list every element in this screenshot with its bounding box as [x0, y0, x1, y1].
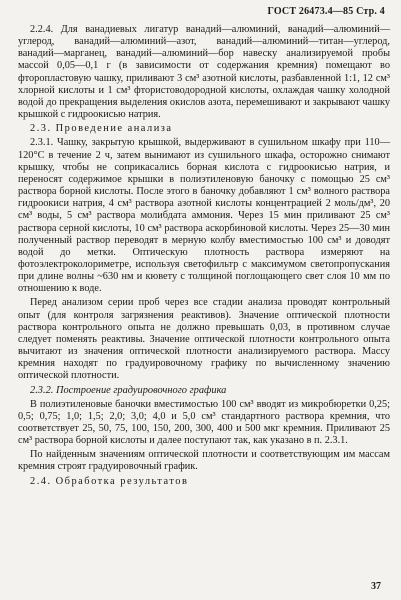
subsection-heading-2-3-2: 2.3.2. Построение градуировочного графика: [30, 384, 227, 396]
paragraph-control-experiment: Перед анализом серии проб через все стадии анализа проводят контрольный опыт (для контроля загрязнения реактивов). Значение оптической плотности раствора контрольного опыта не должно превышать 0,03, в противном случае следует поменять реактивы. Значение оптической плотности контрольного опыта вычитают из значения оптической плотности анализируемого раствора. Массу кремния находят по градуировочному графику по вычисленному значению оптической плотности.: [18, 297, 390, 382]
paragraph-2-3-1: 2.3.1. Чашку, закрытую крышкой, выдерживают в сушильном шкафу при 110—120°С в течение 2 ч, затем вынимают из сушильного шкафа, осторожно снимают крышку, чтобы не соприкасались борная кислота с гидроокисью натрия, и переносят содержимое крышки в полиэтиленовую баночку с помощью 25 см³ раствора борной кислоты. После этого в баночку добавляют 1 см³ волного раствора гидроокиси натрия, 4 см³ раствора азотной кислоты концентрацией 2 моль/дм³, 20 см³ воды, 5 см³ раствора молибдата аммония. Через 15 мин приливают 25 см³ раствора серной кислоты, 10 см³ раствора аскорбиновой кислоты. Через 25—30 мин полученный раствор переводят в мерную колбу вместимостью 100 см³ и доводят водой до метки. Оптическую плотность раствора измеряют на фотоэлектроколориметре, используя светофильтр с максимумом светопропускания при длине волны ~630 нм и кювету с толщиной поглощающего свет слоя 10 мм по отношению к воде.: [18, 137, 390, 295]
paragraph-2-3-2: В полиэтиленовые баночки вместимостью 100 см³ вводят из микробюретки 0,25; 0,5; 0,75; 1,0; 1,5; 2,0; 3,0; 4,0 и 5,0 см³ стандартного раствора кремния, что соответствует 25, 50, 75, 100, 150, 200, 300, 400 и 500 мкг кремния. Приливают 25 см³ раствора борной кислоты и далее поступают так, как указано в п. 2.3.1.: [18, 398, 390, 447]
section-heading-2-3: 2.3. Проведение анализа: [30, 123, 173, 135]
paragraph-2-2-4: 2.2.4. Для ванадиевых лигатур ванадий—алюминий, ванадий—алюминий—углерод, ванадий—алюминий—азот, ванадий—алюминий—титан—углерод, ванадий—марганец, ванадий—алюминий—бор навеску анализируемой пробы массой 0,05—0,1 г (в зависимости от содержания кремния) помещают во фторопластовую чашку, приливают 3 см³ азотной кислоты, разбавленной 1:1, 12 см³ хлорной кислоты и 1 см³ фтористоводородной кислоты, охлаждая чашку холодной водой до прекращения выделения окислов азота, перемешивают и закрывают чашку крышкой с гидроокисью натрия.: [18, 24, 390, 121]
paragraph-calibration-graph: По найденным значениям оптической плотности и соответствующим им массам кремния строят градуировочный график.: [18, 449, 390, 473]
page-header: ГОСТ 26473.4—85 Стр. 4: [267, 6, 385, 17]
section-heading-2-4: 2.4. Обработка результатов: [30, 475, 189, 487]
document-body: [18, 24, 390, 490]
page-number: 37: [371, 581, 381, 592]
